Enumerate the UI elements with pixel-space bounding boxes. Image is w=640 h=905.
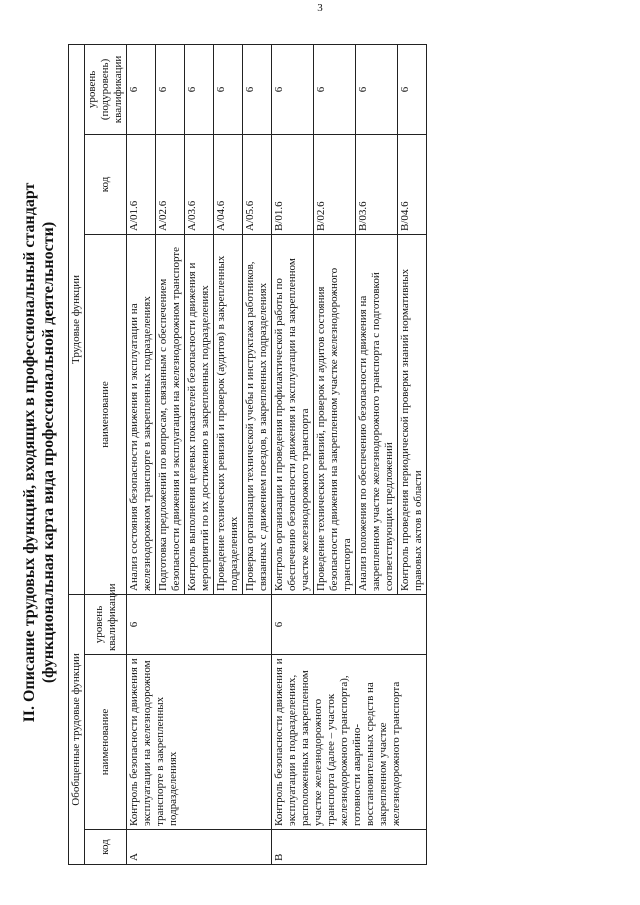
title-line-2: (функциональная карта вида профессиональной деятельности) — [40, 221, 57, 684]
function-name: Проверка организации технической учебы и инструктажа работников, связанных с движением поездов, в закрепленных подразделениях — [243, 234, 272, 594]
table-row — [272, 44, 314, 864]
header-name-1: наименование — [85, 655, 127, 830]
group-code: A — [127, 830, 272, 865]
function-name: Контроль выполнения целевых показателей безопасности движения и мероприятий по их достижению в закрепленных подразделениях — [185, 234, 214, 594]
function-level: 6 — [214, 44, 243, 134]
header-level-1: уровень квалификации — [85, 594, 127, 654]
function-name: Анализ положения по обеспечению безопасности движения на закрепленном участке железнодорожного транспорта с подготовкой соответствующих предложений — [356, 234, 398, 594]
group-name: Контроль безопасности движения и эксплуатации на железнодорожном транспорте в закрепленных подразделениях — [127, 655, 272, 830]
function-level: 6 — [314, 44, 356, 134]
function-code: A/04.6 — [214, 134, 243, 234]
function-code: A/03.6 — [185, 134, 214, 234]
table-row — [127, 44, 156, 864]
function-code: A/01.6 — [127, 134, 156, 234]
function-code: B/03.6 — [356, 134, 398, 234]
function-code: B/04.6 — [398, 134, 427, 234]
function-code: B/02.6 — [314, 134, 356, 234]
group-level: 6 — [127, 594, 272, 654]
group-name: Контроль безопасности движения и эксплуатации в подразделениях, расположенных на закрепленном участке железнодорожного транспорта (далее – участок железнодорожного транспорта), готовности аварийно-восстановительных средств на закрепленном участке железнодорожного транспорта — [272, 655, 427, 830]
function-level: 6 — [243, 44, 272, 134]
function-level: 6 — [156, 44, 185, 134]
function-level: 6 — [356, 44, 398, 134]
title-line-1: II. Описание трудовых функций, входящих в профессиональный стандарт — [21, 182, 38, 723]
function-code: A/02.6 — [156, 134, 185, 234]
function-level: 6 — [272, 44, 314, 134]
function-code: B/01.6 — [272, 134, 314, 234]
function-level: 6 — [127, 44, 156, 134]
section-title — [20, 0, 58, 905]
group-code: B — [272, 830, 427, 865]
header-labor: Трудовые функции — [69, 44, 85, 594]
header-code-1: код — [85, 830, 127, 865]
function-level: 6 — [185, 44, 214, 134]
page-number: 3 — [317, 2, 323, 14]
function-name: Контроль проведения периодической проверки знаний нормативных правовых актов в области — [398, 234, 427, 594]
function-level: 6 — [398, 44, 427, 134]
function-name: Проведение технических ревизий, проверок и аудитов состояния безопасности движения на закрепленном участке железнодорожного транспорта — [314, 234, 356, 594]
header-code-2: код — [85, 134, 127, 234]
functional-map-table — [68, 44, 427, 865]
function-name: Анализ состояния безопасности движения и эксплуатации на железнодорожном транспорте в закрепленных подразделениях — [127, 234, 156, 594]
function-code: A/05.6 — [243, 134, 272, 234]
function-name: Подготовка предложений по вопросам, связанным с обеспечением безопасности движения и эксплуатации на железнодорожном транспорте — [156, 234, 185, 594]
header-level-2: уровень (подуровень) квалификации — [85, 44, 127, 134]
function-name: Контроль организации и проведения профилактической работы по обеспечению безопасности движения и эксплуатации на закрепленном участке железнодорожного транспорта — [272, 234, 314, 594]
group-level: 6 — [272, 594, 427, 654]
header-name-2: наименование — [85, 234, 127, 594]
function-name: Проведение технических ревизий и проверок (аудитов) в закрепленных подразделениях — [214, 234, 243, 594]
header-generalized: Обобщенные трудовые функции — [69, 594, 85, 864]
